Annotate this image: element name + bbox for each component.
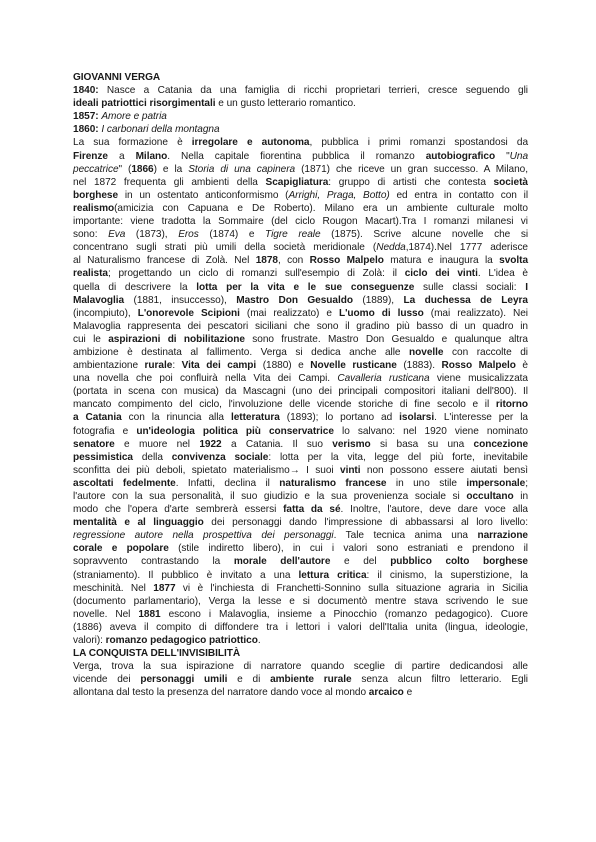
text-line xyxy=(73,372,528,385)
text-line xyxy=(73,608,528,621)
text-run: (1875). Scrive alcune novelle che si xyxy=(320,229,529,241)
text-run: . xyxy=(257,635,261,647)
text-run: (1883). xyxy=(396,360,442,372)
italic-text: Tigre reale xyxy=(265,229,321,241)
text-run: vi è l'inchiesta di Franchetti-Sonnino sulla situazione agraria in Sicilia xyxy=(175,582,528,594)
text-line xyxy=(73,320,528,333)
text-run: (mai realizzato). Nei xyxy=(423,307,528,319)
text-line xyxy=(73,150,528,163)
italic-text: Cavalleria rusticana xyxy=(337,373,430,385)
text-run: sono frustrate. Mastro Don Gesualdo e qualunque altra xyxy=(244,333,528,345)
text-line xyxy=(73,385,528,398)
text-line xyxy=(73,294,528,307)
text-line xyxy=(73,621,528,634)
bold-text: 1881 xyxy=(138,608,161,620)
text-run: l'autore con la sua personalità, il suo giudizio e la sua provenienza sociale si xyxy=(73,491,467,502)
bold-text: mentalità e al linguaggio xyxy=(73,517,204,529)
bold-text: ritorno xyxy=(495,399,528,411)
text-line xyxy=(73,189,528,202)
text-line xyxy=(73,202,528,215)
text-run: . L'interesse per la xyxy=(434,412,528,424)
bold-text: società xyxy=(493,176,528,188)
text-line xyxy=(73,97,528,110)
bold-text: impersonale xyxy=(466,477,526,489)
text-run: in xyxy=(513,491,529,502)
document-body xyxy=(73,84,528,699)
bold-text: lettura critica xyxy=(298,569,367,581)
text-run: concentrano sugli strati più umili della società meridionale ( xyxy=(73,242,377,254)
text-run: allontana dal testo la presenza del narratore dando voce al mondo xyxy=(73,687,369,699)
text-run: della xyxy=(133,451,172,463)
text-line xyxy=(73,176,528,189)
text-run: fotografia e xyxy=(73,425,137,437)
text-run: con la rinuncia alla xyxy=(121,412,231,424)
bold-text: irregolare e autonoma xyxy=(191,137,310,149)
text-run: si basa su una xyxy=(370,438,474,450)
text-run: (1886) aveva il compito di diffondere tra i lettori i valori dell'Italia unita (lingua, ideologie, xyxy=(73,621,528,633)
bold-text: occultano xyxy=(466,491,514,502)
text-line xyxy=(73,555,528,568)
text-run: (1873), xyxy=(125,229,179,241)
bold-text: autobiografico xyxy=(425,150,496,162)
text-run: una novella che poi confluirà nella Vita dei Campi. xyxy=(73,373,338,385)
bold-text: La duchessa de Leyra xyxy=(403,294,528,306)
text-line xyxy=(73,542,528,555)
text-run: ,1874).Nel 1777 aderisce xyxy=(405,242,528,254)
bold-text: ambiente rurale xyxy=(270,674,352,686)
bold-text: a Catania xyxy=(73,412,122,424)
text-run: ; progettando un ciclo di romanzi sull'esempio di Zolà: il xyxy=(107,268,405,280)
text-run: (portata in scena con musica) da Mascagni (uno dei principali compositori italiani dell'800). Il xyxy=(73,386,528,398)
italic-text: Eros xyxy=(178,229,199,241)
bold-text: verismo xyxy=(332,438,371,450)
bold-text: naturalismo francese xyxy=(279,477,387,489)
text-line xyxy=(73,464,528,477)
text-run: e un gusto letterario romantico. xyxy=(215,98,356,110)
bold-text: morale dell'autore xyxy=(233,556,331,568)
text-run: in uno stile xyxy=(386,477,467,489)
text-run: , con xyxy=(277,255,310,267)
text-line xyxy=(73,595,528,608)
text-line xyxy=(73,215,528,228)
text-run: (incompiuto), xyxy=(73,307,138,319)
text-line xyxy=(73,84,528,97)
text-line xyxy=(73,398,528,411)
text-line xyxy=(73,647,528,660)
text-run: . Tale tecnica anima una xyxy=(333,530,478,542)
bold-text: Firenze xyxy=(73,150,108,162)
bold-text: aspirazioni di nobilitazione xyxy=(108,333,245,345)
text-line xyxy=(73,281,528,294)
text-run: sono: xyxy=(73,229,109,241)
text-run: (1874) e xyxy=(198,229,266,241)
text-run: senza alcun filtro letterario. Egli xyxy=(351,674,528,686)
text-run: . Nella capitale fiorentina pubblica il romanzo xyxy=(167,150,426,162)
bold-text: realista xyxy=(73,268,108,280)
text-line xyxy=(73,307,528,320)
text-line xyxy=(73,425,528,438)
text-run: . Inoltre, l'autore, deve dare voce alla xyxy=(340,504,528,516)
text-run: sulle classi sociali: xyxy=(414,281,526,293)
text-line xyxy=(73,582,528,595)
text-line xyxy=(73,569,528,582)
bold-text: 1860: xyxy=(73,124,99,136)
text-run: e muore nel xyxy=(114,438,200,450)
text-run: " xyxy=(495,150,510,162)
text-run: (1889), xyxy=(352,294,404,306)
bold-text: convivenza sociale xyxy=(171,451,269,463)
italic-text: Arrighi, Praga, Botto) xyxy=(288,189,390,201)
bold-text: I xyxy=(525,281,529,293)
text-run: è xyxy=(515,360,528,372)
text-line xyxy=(73,110,528,123)
document-page xyxy=(73,71,528,700)
text-run: sconfitta dei più deboli, spietato materialismo→ I suoi xyxy=(73,464,340,476)
text-line xyxy=(73,451,528,464)
text-run: importante: viene tradotta la Sommaire (del ciclo Rougon Macart).Tra I romanzi milanesi vi xyxy=(73,216,528,228)
italic-text: Eva xyxy=(108,229,126,241)
bold-text: Novelle rusticane xyxy=(310,360,397,372)
italic-text: Storia di una capinera xyxy=(188,163,296,175)
italic-text: Una xyxy=(509,150,529,162)
text-run: quella di descrivere la xyxy=(73,281,197,293)
text-run: non possono essere aiutati bensì xyxy=(360,464,528,476)
bold-text: ideali patriottici risorgimentali xyxy=(73,98,216,110)
text-run: cui le xyxy=(73,333,109,345)
text-line xyxy=(73,516,528,529)
italic-text: Amore e patria xyxy=(101,111,167,123)
bold-text: L'onorevole Scipioni xyxy=(137,307,240,319)
text-run: ) e la xyxy=(153,163,189,175)
text-run: (1881, insuccesso), xyxy=(124,294,237,306)
text-run: : il cinismo, la superstizione, la xyxy=(366,569,528,581)
text-run: al Naturalismo francese di Zolà. Nel xyxy=(73,255,256,267)
bold-text: rurale xyxy=(144,360,173,372)
text-line xyxy=(73,267,528,280)
text-line xyxy=(73,411,528,424)
text-run: escono i Malavoglia, insieme a Pinocchio (romanzo pedagogico). Cuore xyxy=(160,608,528,620)
bold-text: romanzo pedagogico patriottico xyxy=(105,635,258,647)
text-run: modo che l'opera d'arte sembrerà essersi xyxy=(73,504,284,516)
text-run: , pubblica i primi romanzi spostandosi da xyxy=(309,137,529,149)
text-line xyxy=(73,634,528,647)
document-title xyxy=(73,71,528,84)
bold-text: lotta per la vita e le sue conseguenze xyxy=(196,281,415,293)
text-run: (straniamento). Il pubblico è invitato a una xyxy=(73,569,299,581)
text-run: valori): xyxy=(73,635,106,647)
title-text: GIOVANNI VERGA xyxy=(73,72,161,83)
text-run: ed entra in contatto con il xyxy=(389,189,529,201)
text-line xyxy=(73,438,528,451)
text-line xyxy=(73,529,528,542)
text-line xyxy=(73,660,528,673)
bold-text: vinti xyxy=(340,464,361,476)
text-run: (documento parlamentario), Verga la lesse e si documentò mentre stava scrivendo le sue xyxy=(73,595,528,607)
bold-text: novelle xyxy=(409,346,444,358)
text-run: novelle. Nel xyxy=(73,608,139,620)
italic-text: regressione autore nella prospettiva dei personaggi xyxy=(73,530,334,542)
italic-text: I carbonari della montagna xyxy=(101,124,220,136)
bold-text: 1840: xyxy=(73,85,99,97)
italic-text: Nedda xyxy=(376,242,406,254)
text-run: (1880) e xyxy=(256,360,311,372)
text-line xyxy=(73,346,528,359)
text-run: Malavoglia rappresenta dei pescatori siciliani che sono il gradino più basso di un quadro in xyxy=(73,320,528,332)
text-run: . Infatti, declina il xyxy=(175,477,280,489)
text-run: nel 1872 frequenta gli ambienti della xyxy=(73,176,266,188)
text-line xyxy=(73,477,528,490)
text-line xyxy=(73,333,528,346)
text-run: ambizione è destinata al fallimento. Verga si dedica anche alle xyxy=(73,346,410,358)
bold-text: 1877 xyxy=(153,582,176,594)
bold-text: L'uomo di lusso xyxy=(338,307,424,319)
bold-text: corale e popolare xyxy=(73,543,169,555)
text-run: (stile indiretto libero), in cui i valori sono estraniati e prendono il xyxy=(168,543,528,555)
text-line xyxy=(73,490,528,503)
text-run: e xyxy=(403,687,413,699)
bold-text: 1866 xyxy=(131,163,154,175)
text-run: ambientazione xyxy=(73,360,145,372)
bold-text: pessimistica xyxy=(73,451,133,463)
text-run: a Catania. Il suo xyxy=(221,438,333,450)
bold-text: 1857: xyxy=(73,111,99,123)
text-run: sopravvento contrastando la xyxy=(73,556,234,568)
text-run: : xyxy=(172,360,182,372)
bold-text: Mastro Don Gesualdo xyxy=(236,294,353,306)
bold-text: Milano xyxy=(135,150,168,162)
text-run: in un ostentato anticonformismo ( xyxy=(118,189,289,201)
text-line xyxy=(73,686,528,699)
bold-text: svolta xyxy=(499,255,529,267)
bold-text: Vita dei campi xyxy=(181,360,257,372)
bold-text: narrazione xyxy=(477,530,528,542)
bold-text: concezione xyxy=(473,438,529,450)
bold-text: LA CONQUISTA DELL'INVISIBILITÀ xyxy=(73,648,241,660)
text-run: vicende dei xyxy=(73,674,141,686)
text-run: (1893); lo portano ad xyxy=(279,412,400,424)
text-run: : lotta per la vita, legge del più forte, inevitabile xyxy=(268,451,528,463)
text-line xyxy=(73,228,528,241)
text-line xyxy=(73,503,528,516)
text-run: (mai realizzato) e xyxy=(239,307,339,319)
text-run: ; xyxy=(525,477,529,489)
text-line xyxy=(73,123,528,136)
text-run: meschinità. Nel xyxy=(73,582,154,594)
bold-text: Rosso Malpelo xyxy=(441,360,516,372)
bold-text: ascoltati fedelmente xyxy=(73,477,176,489)
bold-text: ciclo dei vinti xyxy=(404,268,478,280)
bold-text: letteratura xyxy=(230,412,280,424)
text-run: e di xyxy=(227,674,271,686)
bold-text: arcaico xyxy=(368,687,404,699)
text-run: . L'idea è xyxy=(477,268,528,280)
text-run: La sua formazione è xyxy=(73,137,192,149)
text-run: (amicizia con Capuana e De Roberto). Milano era un ambiente culturale molto xyxy=(114,202,528,214)
text-run: Verga, trova la sua ispirazione di narratore quando sceglie di partire dedicandosi alle xyxy=(73,661,528,673)
text-line xyxy=(73,241,528,254)
bold-text: 1878 xyxy=(255,255,278,267)
text-run: viene musicalizzata xyxy=(429,373,528,385)
bold-text: senatore xyxy=(73,438,115,450)
text-line xyxy=(73,163,528,176)
bold-text: 1922 xyxy=(199,438,222,450)
text-run: e del xyxy=(330,556,391,568)
text-line xyxy=(73,136,528,149)
bold-text: un'ideologia politica più conservatrice xyxy=(136,425,334,437)
text-run: matura e inaugura la xyxy=(383,255,500,267)
bold-text: Malavoglia xyxy=(73,294,125,306)
text-run: Nasce a Catania da una famiglia di ricchi proprietari terrieri, cresce seguendo gli xyxy=(98,85,528,97)
text-run: : gruppo di artisti che contesta xyxy=(328,176,494,188)
text-line xyxy=(73,673,528,686)
bold-text: borghese xyxy=(73,189,119,201)
bold-text: isolarsi xyxy=(399,412,435,424)
text-line xyxy=(73,254,528,267)
bold-text: personaggi umili xyxy=(140,674,228,686)
text-run: con raccolte di xyxy=(443,346,528,358)
bold-text: Rosso Malpelo xyxy=(309,255,384,267)
bold-text: Scapigliatura xyxy=(265,176,329,188)
text-line xyxy=(73,359,528,372)
bold-text: pubblico colto borghese xyxy=(390,556,528,568)
text-run: " ( xyxy=(118,163,132,175)
text-run: lo salvano: nel 1920 viene nominato xyxy=(333,425,528,437)
bold-text: realismo xyxy=(73,202,115,214)
text-run: dei personaggi dando l'impressione di abbassarsi al loro livello: xyxy=(203,517,528,529)
bold-text: fatta da sé xyxy=(283,504,341,516)
text-run: (1871) che riceve un gran successo. A Milano, xyxy=(295,163,528,175)
italic-text: peccatrice xyxy=(73,163,119,175)
text-run: a xyxy=(108,150,136,162)
text-run: mancato compimento del ciclo, l'involuzione delle vicende storiche di fine secolo e il xyxy=(73,399,496,411)
